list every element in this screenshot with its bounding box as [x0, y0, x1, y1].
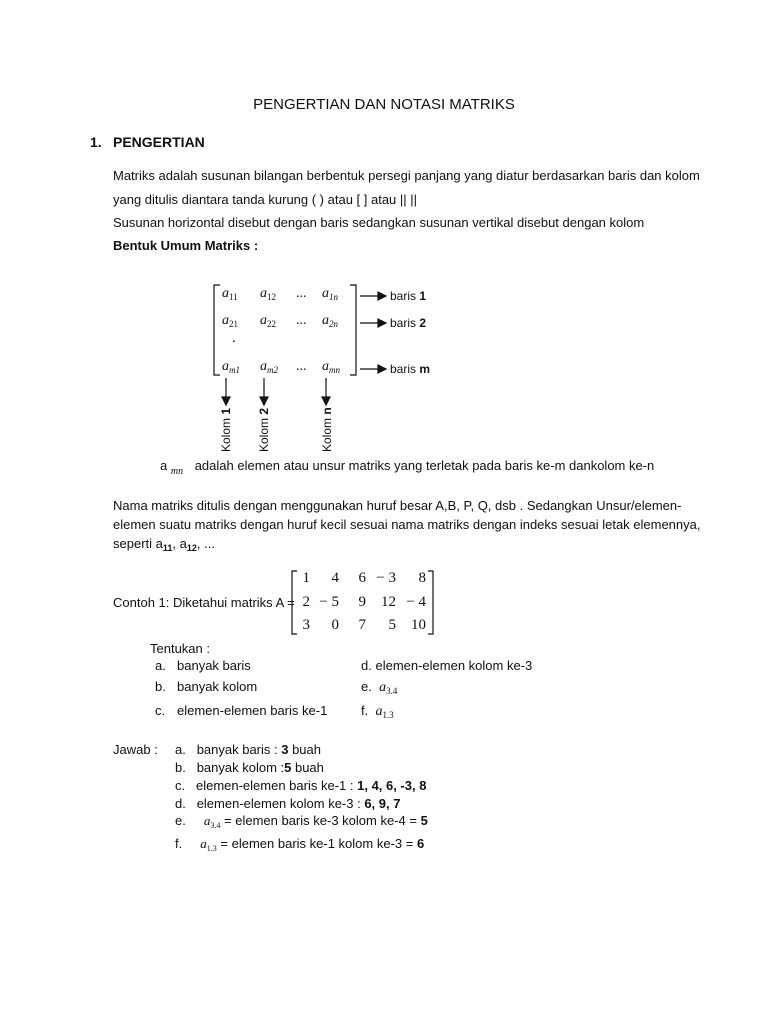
naming-line-1: Nama matriks ditulis dengan menggunakan huruf besar A,B, P, Q, dsb . Sedangkan Unsur/elemen- — [113, 498, 682, 513]
intro-line-2: yang ditulis diantara tanda kurung ( ) atau [ ] atau || || — [113, 192, 418, 207]
general-matrix-entry: $a_{2n}$ — [322, 313, 338, 329]
naming-line-3: seperti $a_{11}$, $a_{12}$, ... — [113, 536, 215, 553]
col-label-1-text: Kolom 1 — [219, 407, 233, 452]
example-matrix-cell: 7 — [358, 617, 366, 633]
question-b: b. — [155, 679, 166, 694]
row-label-1: baris 1 — [390, 289, 427, 303]
general-matrix-entry: ... — [296, 286, 307, 301]
question-a-text: banyak baris — [177, 658, 251, 673]
question-e: e. $a_{3.4}$ — [361, 679, 398, 696]
answer-b: b. banyak kolom :5 buah — [175, 760, 324, 775]
right-bracket — [350, 285, 356, 375]
general-matrix-entry: $a_{21}$ — [222, 313, 238, 329]
row-label-m: baris m — [390, 362, 431, 376]
answer-label: Jawab : — [113, 742, 158, 757]
intro-line-3: Susunan horizontal disebut dengan baris sedangkan susunan vertikal disebut dengan kolom — [113, 215, 645, 230]
example-matrix-cell: 9 — [358, 594, 366, 610]
example-label: Contoh 1: Diketahui matriks A = — [113, 595, 295, 610]
bentuk-umum-label: Bentuk Umum Matriks : — [113, 238, 259, 253]
general-matrix-entry: $a_{12}$ — [260, 286, 276, 302]
example-matrix-cell: − 4 — [406, 594, 426, 610]
example-matrix-cell: 0 — [331, 617, 339, 633]
intro-line-1: Matriks adalah susunan bilangan berbentuk persegi panjang yang diatur berdasarkan baris dan kolom — [113, 168, 700, 183]
matrix-vertical-dot: . — [232, 330, 236, 346]
example-matrix-cell: 10 — [411, 617, 426, 633]
answer-a: a. banyak baris : 3 buah — [175, 742, 322, 757]
general-matrix-entry: $a_{m2}$ — [260, 359, 278, 375]
question-c-text: elemen-elemen baris ke-1 — [177, 703, 328, 718]
col-label-n-text: Kolom n — [320, 407, 334, 452]
example-matrix-cell: 6 — [358, 570, 366, 586]
general-matrix-entry: $a_{mn}$ — [322, 359, 340, 375]
answer-d: d. elemen-elemen kolom ke-3 : 6, 9, 7 — [175, 796, 401, 811]
answer-f: f. $a_{1.3}$ = elemen baris ke-1 kolom ke-3 = 6 — [175, 836, 425, 853]
example-matrix-cell: 1 — [302, 570, 310, 586]
row-label-2: baris 2 — [390, 316, 427, 330]
question-a: a. — [155, 658, 166, 673]
page-title: PENGERTIAN DAN NOTASI MATRIKS — [253, 96, 515, 113]
question-f: f. $a_{1.3}$ — [361, 703, 394, 720]
general-matrix-entry: $a_{22}$ — [260, 313, 276, 329]
col-label-2-text: Kolom 2 — [257, 407, 271, 452]
example-matrix-cell: − 3 — [376, 570, 396, 586]
general-matrix-entry: $a_{1n}$ — [322, 286, 338, 302]
naming-line-2: elemen suatu matriks dengan huruf kecil sesuai nama matriks dengan indeks sesuai letak elemennya, — [113, 517, 701, 532]
example-matrix-cell: − 5 — [319, 594, 339, 610]
general-matrix-entry: ... — [296, 313, 307, 328]
question-d: d. elemen-elemen kolom ke-3 — [361, 658, 533, 673]
section-number: 1. — [90, 134, 102, 150]
question-c: c. — [155, 703, 166, 718]
example-matrix-cell: 5 — [388, 617, 396, 633]
example-matrix-cell: 12 — [381, 594, 396, 610]
example-matrix-cell: 8 — [418, 570, 426, 586]
answer-e: e. $a_{3.4}$ = elemen baris ke-3 kolom ke-4 = 5 — [175, 813, 428, 830]
example-matrix-cell: 4 — [331, 570, 339, 586]
example-matrix-cell: 3 — [302, 617, 310, 633]
question-b-text: banyak kolom — [177, 679, 258, 694]
element-definition: a $_{mn}$ adalah elemen atau unsur matriks yang terletak pada baris ke-m dankolom ke-n — [160, 458, 655, 477]
general-matrix-entry: $a_{11}$ — [222, 286, 238, 302]
tentukan-label: Tentukan : — [150, 641, 210, 656]
example-matrix-cell: 2 — [302, 594, 310, 610]
answer-c: c. elemen-elemen baris ke-1 : 1, 4, 6, -3, 8 — [175, 778, 427, 793]
general-matrix-entry: ... — [296, 359, 307, 374]
left-bracket — [214, 285, 220, 375]
section-heading: PENGERTIAN — [113, 134, 205, 150]
general-matrix-entry: $a_{m1}$ — [222, 359, 240, 375]
